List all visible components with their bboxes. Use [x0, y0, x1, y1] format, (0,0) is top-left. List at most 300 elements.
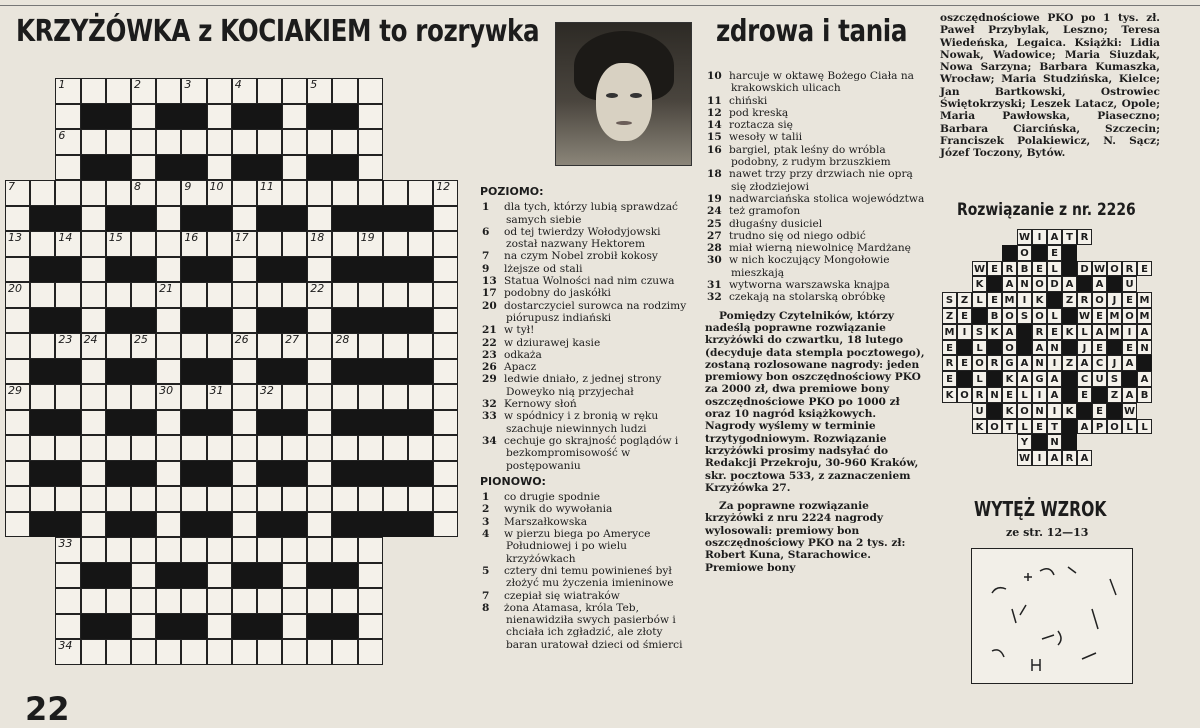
- crossword-cell[interactable]: [30, 282, 55, 308]
- crossword-cell[interactable]: [408, 180, 433, 206]
- crossword-cell[interactable]: [307, 308, 332, 334]
- crossword-cell[interactable]: [81, 129, 106, 155]
- crossword-cell[interactable]: [131, 231, 156, 257]
- crossword-cell[interactable]: [131, 155, 156, 181]
- crossword-cell[interactable]: [257, 180, 282, 206]
- crossword-cell[interactable]: [5, 257, 30, 283]
- clue-number: 29: [8, 384, 22, 397]
- crossword-cell[interactable]: [332, 384, 357, 410]
- crossword-cell[interactable]: [332, 588, 357, 614]
- crossword-cell[interactable]: [282, 333, 307, 359]
- crossword-cell[interactable]: [232, 333, 257, 359]
- crossword-cell[interactable]: [55, 486, 80, 512]
- crossword-cell[interactable]: [131, 384, 156, 410]
- crossword-cell[interactable]: [5, 206, 30, 232]
- crossword-cell[interactable]: [232, 282, 257, 308]
- crossword-cell[interactable]: [433, 206, 458, 232]
- crossword-black-cell: [257, 308, 282, 334]
- crossword-cell[interactable]: [332, 435, 357, 461]
- crossword-cell[interactable]: [307, 180, 332, 206]
- crossword-cell[interactable]: [131, 104, 156, 130]
- crossword-cell[interactable]: [408, 486, 433, 512]
- crossword-empty: [30, 665, 55, 691]
- crossword-cell[interactable]: [55, 384, 80, 410]
- crossword-cell[interactable]: [5, 180, 30, 206]
- crossword-cell[interactable]: [81, 206, 106, 232]
- clue-item-text: podobny do jaskółki: [504, 287, 611, 300]
- crossword-cell[interactable]: [257, 333, 282, 359]
- crossword-cell[interactable]: [358, 231, 383, 257]
- crossword-cell[interactable]: [106, 78, 131, 104]
- crossword-cell[interactable]: [358, 537, 383, 563]
- crossword-cell[interactable]: [433, 359, 458, 385]
- solution-letter: Z: [1107, 387, 1122, 403]
- crossword-cell[interactable]: [81, 78, 106, 104]
- crossword-cell[interactable]: [307, 206, 332, 232]
- crossword-cell[interactable]: [408, 231, 433, 257]
- crossword-cell[interactable]: [55, 78, 80, 104]
- crossword-cell[interactable]: [282, 129, 307, 155]
- clue-item: [480, 516, 690, 528]
- crossword-cell[interactable]: [181, 333, 206, 359]
- crossword-black-cell: [282, 308, 307, 334]
- crossword-cell[interactable]: [358, 384, 383, 410]
- crossword-cell[interactable]: [358, 333, 383, 359]
- crossword-cell[interactable]: [30, 486, 55, 512]
- crossword-cell[interactable]: [81, 486, 106, 512]
- crossword-cell[interactable]: [181, 384, 206, 410]
- crossword-cell[interactable]: [181, 78, 206, 104]
- crossword-cell[interactable]: [257, 384, 282, 410]
- crossword-cell[interactable]: [282, 614, 307, 640]
- crossword-cell[interactable]: [358, 78, 383, 104]
- crossword-cell[interactable]: [408, 384, 433, 410]
- solution-letter: A: [1017, 355, 1032, 371]
- crossword-cell[interactable]: [358, 155, 383, 181]
- crossword-cell[interactable]: [433, 435, 458, 461]
- crossword-cell[interactable]: [55, 563, 80, 589]
- crossword-cell[interactable]: [5, 486, 30, 512]
- crossword-cell[interactable]: [131, 435, 156, 461]
- crossword-cell[interactable]: [81, 384, 106, 410]
- crossword-cell[interactable]: [232, 359, 257, 385]
- clue-item-number: 2: [482, 503, 490, 516]
- crossword-cell[interactable]: [131, 129, 156, 155]
- crossword-cell[interactable]: [156, 129, 181, 155]
- crossword-cell[interactable]: [156, 231, 181, 257]
- crossword-cell[interactable]: [81, 359, 106, 385]
- crossword-cell[interactable]: [207, 129, 232, 155]
- crossword-cell[interactable]: [358, 563, 383, 589]
- crossword-cell[interactable]: [257, 231, 282, 257]
- crossword-cell[interactable]: [307, 486, 332, 512]
- crossword-cell[interactable]: [81, 180, 106, 206]
- clue-item-number: 28: [707, 242, 722, 255]
- crossword-cell[interactable]: [207, 639, 232, 665]
- crossword-cell[interactable]: [156, 384, 181, 410]
- clue-item-number: 24: [707, 205, 722, 218]
- crossword-cell[interactable]: [207, 588, 232, 614]
- crossword-cell[interactable]: [106, 537, 131, 563]
- crossword-cell[interactable]: [181, 537, 206, 563]
- crossword-cell[interactable]: [433, 512, 458, 538]
- crossword-cell[interactable]: [156, 537, 181, 563]
- crossword-cell[interactable]: [30, 384, 55, 410]
- crossword-cell[interactable]: [332, 231, 357, 257]
- crossword-cell[interactable]: [181, 129, 206, 155]
- clue-item-text: ledwie dniało, z jednej strony Doweyko nią przyjechał: [504, 373, 662, 398]
- crossword-cell[interactable]: [207, 486, 232, 512]
- crossword-cell[interactable]: [282, 588, 307, 614]
- crossword-cell[interactable]: [55, 537, 80, 563]
- crossword-cell[interactable]: [282, 537, 307, 563]
- crossword-cell[interactable]: [307, 384, 332, 410]
- clue-item-text: czepiał się wiatraków: [504, 589, 620, 602]
- crossword-cell[interactable]: [232, 206, 257, 232]
- crossword-cell[interactable]: [433, 257, 458, 283]
- crossword-cell[interactable]: [156, 282, 181, 308]
- crossword-empty: [408, 588, 433, 614]
- crossword-cell[interactable]: [307, 78, 332, 104]
- crossword-empty: [5, 588, 30, 614]
- crossword-cell[interactable]: [106, 333, 131, 359]
- solution-letter: E: [1092, 403, 1107, 419]
- crossword-cell[interactable]: [106, 231, 131, 257]
- crossword-cell[interactable]: [55, 614, 80, 640]
- crossword-cell[interactable]: [232, 512, 257, 538]
- crossword-cell[interactable]: [307, 231, 332, 257]
- crossword-cell[interactable]: [232, 639, 257, 665]
- crossword-cell[interactable]: [181, 180, 206, 206]
- crossword-black-cell: [307, 104, 332, 130]
- crossword-cell[interactable]: [358, 104, 383, 130]
- crossword-cell[interactable]: [307, 359, 332, 385]
- crossword-cell[interactable]: [307, 639, 332, 665]
- crossword-cell[interactable]: [332, 78, 357, 104]
- crossword-cell[interactable]: [81, 639, 106, 665]
- crossword-cell[interactable]: [282, 384, 307, 410]
- crossword-cell[interactable]: [156, 512, 181, 538]
- crossword-cell[interactable]: [307, 435, 332, 461]
- solution-black-cell: [1107, 276, 1122, 292]
- crossword-cell[interactable]: [358, 588, 383, 614]
- solution-empty: [1122, 434, 1137, 450]
- crossword-cell[interactable]: [358, 639, 383, 665]
- crossword-cell[interactable]: [207, 333, 232, 359]
- clue-number: 31: [209, 384, 224, 397]
- crossword-cell[interactable]: [207, 384, 232, 410]
- crossword-cell[interactable]: [156, 308, 181, 334]
- crossword-cell[interactable]: [106, 588, 131, 614]
- crossword-cell[interactable]: [332, 639, 357, 665]
- crossword-black-cell: [332, 563, 357, 589]
- crossword-cell[interactable]: [383, 333, 408, 359]
- crossword-cell[interactable]: [131, 333, 156, 359]
- crossword-cell[interactable]: [433, 410, 458, 436]
- crossword-cell[interactable]: [55, 180, 80, 206]
- crossword-cell[interactable]: [156, 588, 181, 614]
- crossword-cell[interactable]: [106, 486, 131, 512]
- crossword-cell[interactable]: [383, 231, 408, 257]
- crossword-cell[interactable]: [55, 155, 80, 181]
- crossword-cell[interactable]: [5, 282, 30, 308]
- crossword-cell[interactable]: [433, 384, 458, 410]
- crossword-cell[interactable]: [181, 231, 206, 257]
- solution-letter: L: [1122, 419, 1137, 435]
- crossword-cell[interactable]: [257, 486, 282, 512]
- crossword-cell[interactable]: [307, 257, 332, 283]
- crossword-cell[interactable]: [257, 78, 282, 104]
- crossword-cell[interactable]: [433, 333, 458, 359]
- crossword-cell[interactable]: [232, 410, 257, 436]
- crossword-cell[interactable]: [5, 410, 30, 436]
- crossword-cell[interactable]: [131, 486, 156, 512]
- crossword-cell[interactable]: [5, 333, 30, 359]
- solution-letter: A: [1062, 276, 1077, 292]
- crossword-cell[interactable]: [30, 231, 55, 257]
- crossword-cell[interactable]: [282, 180, 307, 206]
- crossword-cell[interactable]: [81, 537, 106, 563]
- crossword-cell[interactable]: [207, 537, 232, 563]
- crossword-cell[interactable]: [282, 563, 307, 589]
- crossword-cell[interactable]: [131, 180, 156, 206]
- crossword-cell[interactable]: [207, 563, 232, 589]
- crossword-cell[interactable]: [156, 257, 181, 283]
- crossword-cell[interactable]: [55, 129, 80, 155]
- crossword-cell[interactable]: [5, 435, 30, 461]
- clue-item-text: roztacza się: [729, 119, 793, 132]
- crossword-cell[interactable]: [81, 257, 106, 283]
- clue-item: [480, 491, 690, 503]
- crossword-cell[interactable]: [282, 639, 307, 665]
- crossword-cell[interactable]: [106, 639, 131, 665]
- crossword-cell[interactable]: [282, 486, 307, 512]
- crossword-black-cell: [156, 563, 181, 589]
- solution-letter: A: [1077, 355, 1092, 371]
- solution-letter: A: [1122, 387, 1137, 403]
- crossword-cell[interactable]: [358, 180, 383, 206]
- crossword-cell[interactable]: [55, 333, 80, 359]
- crossword-cell[interactable]: [156, 410, 181, 436]
- crossword-cell[interactable]: [332, 333, 357, 359]
- crossword-cell[interactable]: [257, 639, 282, 665]
- crossword-cell[interactable]: [5, 359, 30, 385]
- crossword-cell[interactable]: [383, 486, 408, 512]
- crossword-cell[interactable]: [55, 282, 80, 308]
- crossword-cell[interactable]: [156, 359, 181, 385]
- crossword-black-cell: [181, 461, 206, 487]
- solution-black-cell: [1062, 387, 1077, 403]
- crossword-cell[interactable]: [408, 333, 433, 359]
- crossword-cell[interactable]: [5, 308, 30, 334]
- crossword-cell[interactable]: [232, 461, 257, 487]
- crossword-cell[interactable]: [332, 537, 357, 563]
- crossword-cell[interactable]: [232, 257, 257, 283]
- crossword-cell[interactable]: [81, 588, 106, 614]
- crossword-cell[interactable]: [332, 486, 357, 512]
- crossword-cell[interactable]: [106, 282, 131, 308]
- crossword-cell[interactable]: [307, 512, 332, 538]
- crossword-cell[interactable]: [156, 78, 181, 104]
- crossword-cell[interactable]: [433, 180, 458, 206]
- crossword-cell[interactable]: [232, 129, 257, 155]
- crossword-cell[interactable]: [232, 78, 257, 104]
- crossword-cell[interactable]: [207, 614, 232, 640]
- crossword-cell[interactable]: [81, 308, 106, 334]
- crossword-cell[interactable]: [383, 180, 408, 206]
- crossword-cell[interactable]: [257, 435, 282, 461]
- crossword-cell[interactable]: [81, 282, 106, 308]
- crossword-cell[interactable]: [207, 435, 232, 461]
- solution-letter: N: [1137, 340, 1152, 356]
- clue-number: 23: [58, 333, 73, 346]
- crossword-cell[interactable]: [408, 435, 433, 461]
- crossword-cell[interactable]: [282, 231, 307, 257]
- crossword-cell[interactable]: [30, 435, 55, 461]
- clue-item-text: od tej twierdzy Wołodyjowski został nazwany Hektorem: [504, 225, 661, 251]
- crossword-cell[interactable]: [181, 282, 206, 308]
- crossword-cell[interactable]: [207, 282, 232, 308]
- crossword-cell[interactable]: [358, 435, 383, 461]
- crossword-cell[interactable]: [307, 129, 332, 155]
- crossword-cell[interactable]: [332, 282, 357, 308]
- crossword-cell[interactable]: [55, 104, 80, 130]
- crossword-cell[interactable]: [106, 384, 131, 410]
- crossword-cell[interactable]: [307, 537, 332, 563]
- solution-empty: [1137, 245, 1152, 261]
- crossword-cell[interactable]: [55, 588, 80, 614]
- crossword-cell[interactable]: [383, 435, 408, 461]
- crossword-cell[interactable]: [106, 180, 131, 206]
- crossword-cell[interactable]: [433, 231, 458, 257]
- clue-item: [705, 254, 925, 279]
- crossword-cell[interactable]: [181, 588, 206, 614]
- crossword-cell[interactable]: [55, 435, 80, 461]
- solution-letter: N: [987, 387, 1002, 403]
- crossword-cell[interactable]: [156, 180, 181, 206]
- crossword-cell[interactable]: [282, 435, 307, 461]
- crossword-cell[interactable]: [207, 180, 232, 206]
- crossword-cell[interactable]: [433, 282, 458, 308]
- crossword-cell[interactable]: [131, 614, 156, 640]
- crossword-cell[interactable]: [131, 537, 156, 563]
- crossword-cell[interactable]: [207, 78, 232, 104]
- crossword-cell[interactable]: [257, 282, 282, 308]
- crossword-cell[interactable]: [81, 410, 106, 436]
- crossword-cell[interactable]: [207, 231, 232, 257]
- crossword-cell[interactable]: [156, 206, 181, 232]
- crossword-cell[interactable]: [232, 537, 257, 563]
- crossword-cell[interactable]: [81, 461, 106, 487]
- crossword-cell[interactable]: [156, 486, 181, 512]
- crossword-black-cell: [408, 206, 433, 232]
- crossword-cell[interactable]: [207, 155, 232, 181]
- crossword-cell[interactable]: [131, 563, 156, 589]
- crossword-cell[interactable]: [156, 461, 181, 487]
- crossword-cell[interactable]: [81, 231, 106, 257]
- crossword-cell[interactable]: [232, 180, 257, 206]
- crossword-cell[interactable]: [257, 129, 282, 155]
- crossword-cell[interactable]: [282, 78, 307, 104]
- clue-number: 5: [310, 78, 318, 91]
- crossword-cell[interactable]: [181, 486, 206, 512]
- crossword-cell[interactable]: [30, 333, 55, 359]
- crossword-cell[interactable]: [55, 639, 80, 665]
- crossword-cell[interactable]: [232, 588, 257, 614]
- crossword-cell[interactable]: [156, 435, 181, 461]
- crossword-cell[interactable]: [358, 486, 383, 512]
- crossword-cell[interactable]: [232, 308, 257, 334]
- crossword-cell[interactable]: [232, 384, 257, 410]
- crossword-cell[interactable]: [5, 384, 30, 410]
- crossword-cell[interactable]: [81, 435, 106, 461]
- crossword-cell[interactable]: [358, 282, 383, 308]
- crossword-cell[interactable]: [131, 282, 156, 308]
- crossword-cell[interactable]: [433, 461, 458, 487]
- crossword-cell[interactable]: [5, 512, 30, 538]
- crossword-cell[interactable]: [106, 129, 131, 155]
- crossword-cell[interactable]: [232, 231, 257, 257]
- crossword-cell[interactable]: [207, 104, 232, 130]
- crossword-cell[interactable]: [156, 333, 181, 359]
- crossword-cell[interactable]: [307, 461, 332, 487]
- crossword-cell[interactable]: [383, 384, 408, 410]
- crossword-grid[interactable]: [5, 78, 458, 690]
- crossword-cell[interactable]: [332, 129, 357, 155]
- crossword-cell[interactable]: [131, 588, 156, 614]
- crossword-cell[interactable]: [55, 231, 80, 257]
- crossword-cell[interactable]: [307, 410, 332, 436]
- crossword-cell[interactable]: [131, 78, 156, 104]
- crossword-cell[interactable]: [282, 282, 307, 308]
- clue-number: 6: [58, 129, 66, 142]
- clue-item: [705, 230, 925, 242]
- crossword-black-cell: [106, 461, 131, 487]
- crossword-cell[interactable]: [5, 231, 30, 257]
- crossword-cell[interactable]: [131, 639, 156, 665]
- clue-item: [705, 70, 925, 95]
- crossword-cell[interactable]: [408, 282, 433, 308]
- crossword-cell[interactable]: [232, 486, 257, 512]
- crossword-cell[interactable]: [181, 435, 206, 461]
- crossword-cell[interactable]: [383, 282, 408, 308]
- crossword-cell[interactable]: [358, 614, 383, 640]
- crossword-cell[interactable]: [232, 435, 257, 461]
- crossword-cell[interactable]: [433, 308, 458, 334]
- crossword-cell[interactable]: [257, 588, 282, 614]
- crossword-cell[interactable]: [433, 486, 458, 512]
- crossword-cell[interactable]: [307, 588, 332, 614]
- crossword-cell[interactable]: [181, 639, 206, 665]
- crossword-cell[interactable]: [106, 435, 131, 461]
- solution-black-cell: [1062, 340, 1077, 356]
- crossword-cell[interactable]: [81, 333, 106, 359]
- crossword-cell[interactable]: [307, 333, 332, 359]
- crossword-cell[interactable]: [358, 129, 383, 155]
- crossword-black-cell: [55, 410, 80, 436]
- crossword-cell[interactable]: [282, 155, 307, 181]
- crossword-cell[interactable]: [156, 639, 181, 665]
- crossword-cell[interactable]: [257, 537, 282, 563]
- crossword-black-cell: [55, 308, 80, 334]
- crossword-cell[interactable]: [307, 282, 332, 308]
- crossword-cell[interactable]: [332, 180, 357, 206]
- clue-number: 11: [259, 180, 274, 193]
- crossword-cell[interactable]: [5, 461, 30, 487]
- crossword-cell[interactable]: [282, 104, 307, 130]
- crossword-cell[interactable]: [81, 512, 106, 538]
- crossword-cell[interactable]: [30, 180, 55, 206]
